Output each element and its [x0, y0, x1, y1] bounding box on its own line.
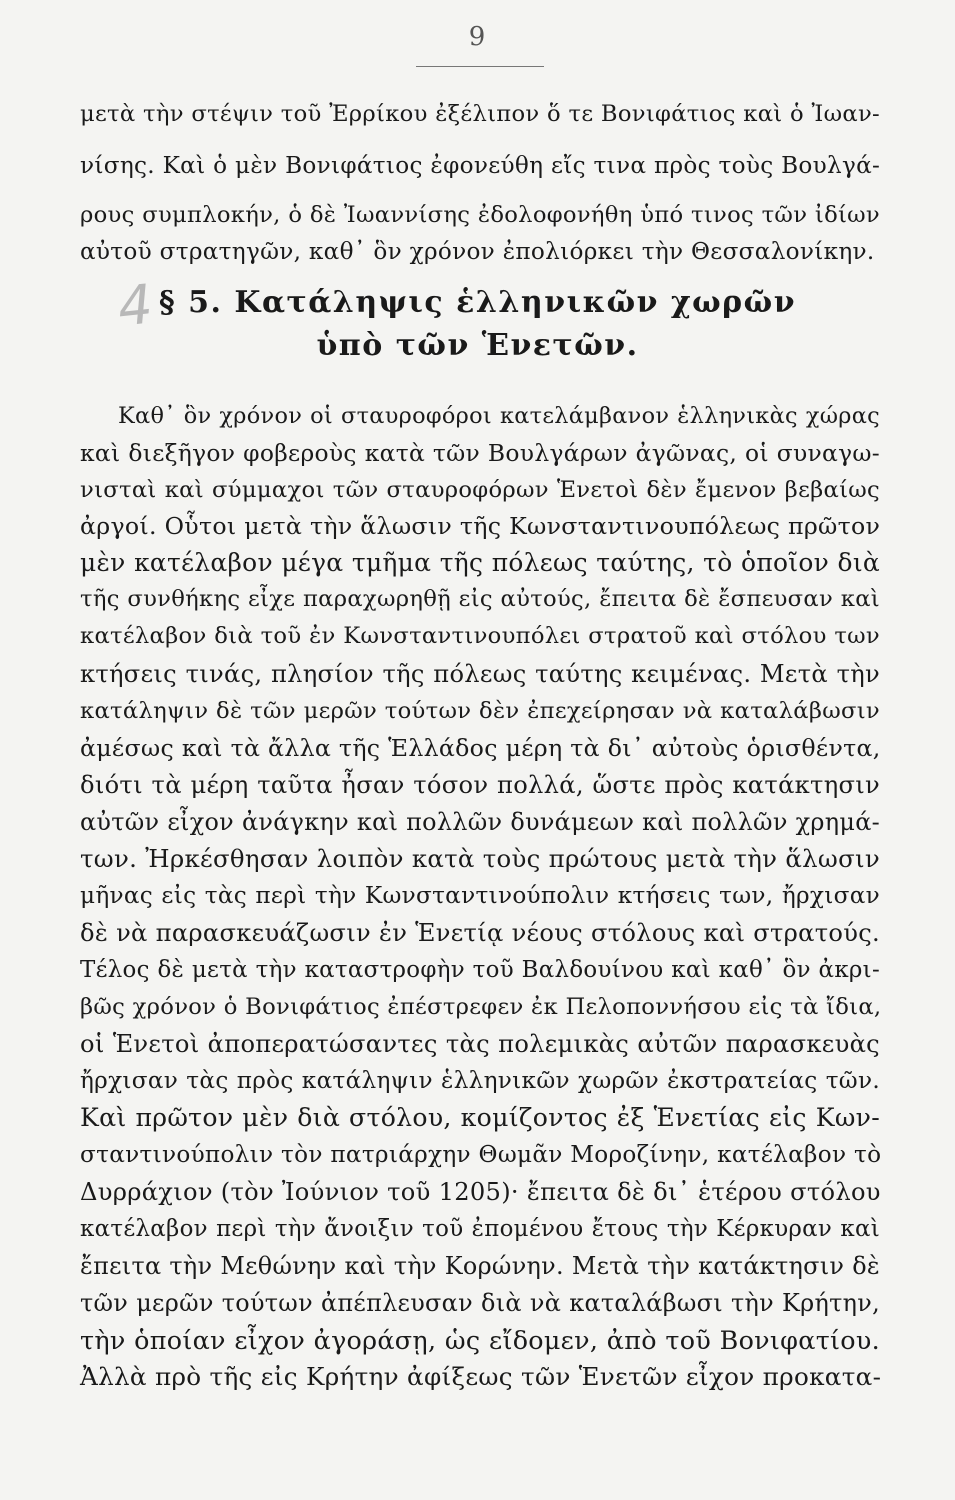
text-line: των. Ἠρκέσθησαν λοιπὸν κατὰ τοὺς πρώτους μετὰ τὴν ἅλωσιν	[80, 844, 881, 873]
text-line: Καὶ πρῶτον μὲν διὰ στόλου, κομίζοντος ἐξ Ἑνετίας εἰς Κων-	[80, 1103, 880, 1132]
text-line: μῆνας εἰς τὰς περὶ τὴν Κωνσταντινούπολιν κτήσεις των, ἤρχισαν	[80, 883, 880, 909]
text-line: Καθ᾽ ὃν χρόνον οἱ σταυροφόροι κατελάμβανον ἑλληνικὰς χώρας	[118, 403, 880, 429]
text-line: μὲν κατέλαβον μέγα τμῆμα τῆς πόλεως ταύτης, τὸ ὁποῖον διὰ	[80, 548, 880, 577]
text-line: ρους συμπλοκήν, ὁ δὲ Ἰωαννίσης ἐδολοφονήθη ὑπό τινος τῶν ἰδίων	[80, 202, 880, 228]
text-line: Ἀλλὰ πρὸ τῆς εἰς Κρήτην ἀφίξεως τῶν Ἑνετῶν εἶχον προκατα-	[80, 1362, 882, 1391]
text-line: αὐτῶν εἶχον ἀνάγκην καὶ πολλῶν δυνάμεων καὶ πολλῶν χρημά-	[80, 808, 880, 836]
text-line: τῆς συνθήκης εἶχε παραχωρηθῇ εἰς αὐτούς, ἔπειτα δὲ ἔσπευσαν καὶ	[80, 586, 880, 612]
text-line: τῶν μερῶν τούτων ἀπέπλευσαν διὰ νὰ καταλάβωσι τὴν Κρήτην,	[80, 1289, 880, 1317]
text-line: βῶς χρόνον ὁ Βονιφάτιος ἐπέστρεφεν ἐκ Πελοποννήσου εἰς τὰ ἴδια,	[80, 994, 882, 1020]
text-line: κατέλαβον διὰ τοῦ ἐν Κωνσταντινουπόλει στρατοῦ καὶ στόλου των	[80, 623, 880, 649]
text-line: τὴν ὁποίαν εἶχον ἀγοράσῃ, ὡς εἴδομεν, ἀπὸ τοῦ Βονιφατίου.	[80, 1325, 880, 1355]
section-heading-line-2: ὑπὸ τῶν Ἑνετῶν.	[316, 328, 639, 363]
text-line: αὐτοῦ στρατηγῶν, καθ᾽ ὃν χρόνον ἐπολιόρκει τὴν Θεσσαλονίκην.	[80, 239, 875, 265]
section-heading-line-1: § 5. Κατάληψις ἑλληνικῶν χωρῶν	[158, 285, 797, 320]
header-rule	[416, 66, 544, 67]
text-line: ἀργοί. Οὗτοι μετὰ τὴν ἅλωσιν τῆς Κωνσταντινουπόλεως πρῶτον	[80, 512, 881, 540]
text-line: μετὰ τὴν στέψιν τοῦ Ἐρρίκου ἐξέλιπον ὅ τε Βονιφάτιος καὶ ὁ Ἰωαν-	[80, 101, 880, 127]
handwritten-margin-note: 4	[114, 272, 156, 339]
text-line: διότι τὰ μέρη ταῦτα ἦσαν τόσον πολλά, ὥστε πρὸς κατάκτησιν	[80, 771, 880, 799]
text-line: οἱ Ἑνετοὶ ἀποπερατώσαντες τὰς πολεμικὰς αὐτῶν παρασκευὰς	[80, 1030, 880, 1058]
text-line: κατάληψιν δὲ τῶν μερῶν τούτων δὲν ἐπεχείρησαν νὰ καταλάβωσιν	[80, 698, 880, 724]
text-line: δὲ νὰ παρασκευάζωσιν ἐν Ἑνετίᾳ νέους στόλους καὶ στρατούς.	[80, 919, 880, 947]
text-line: νισταὶ καὶ σύμμαχοι τῶν σταυροφόρων Ἑνετοὶ δὲν ἔμενον βεβαίως	[80, 477, 880, 503]
text-line: καὶ διεξῆγον φοβεροὺς κατὰ τῶν Βουλγάρων ἀγῶνας, οἱ συναγω-	[80, 439, 880, 467]
text-line: ἀμέσως καὶ τὰ ἄλλα τῆς Ἑλλάδος μέρη τὰ δι᾽ αὐτοὺς ὁρισθέντα,	[80, 734, 881, 762]
text-line: Τέλος δὲ μετὰ τὴν καταστροφὴν τοῦ Βαλδουίνου καὶ καθ᾽ ὃν ἀκρι-	[80, 957, 880, 983]
text-line: σταντινούπολιν τὸν πατριάρχην Θωμᾶν Μοροζίνην, κατέλαβον τὸ	[80, 1142, 882, 1168]
page-number: 9	[468, 22, 487, 52]
text-line: νίσης. Καὶ ὁ μὲν Βονιφάτιος ἐφονεύθη εἴς τινα πρὸς τοὺς Βουλγά-	[80, 153, 881, 179]
text-line: ἔπειτα τὴν Μεθώνην καὶ τὴν Κορώνην. Μετὰ τὴν κατάκτησιν δὲ	[80, 1252, 880, 1280]
text-line: κατέλαβον περὶ τὴν ἄνοιξιν τοῦ ἐπομένου ἔτους τὴν Κέρκυραν καὶ	[80, 1216, 880, 1242]
text-line: Δυρράχιον (τὸν Ἰούνιον τοῦ 1205)· ἔπειτα δὲ δι᾽ ἑτέρου στόλου	[80, 1178, 881, 1206]
text-line: κτήσεις τινάς, πλησίον τῆς πόλεως ταύτης κειμένας. Μετὰ τὴν	[80, 660, 880, 688]
text-line: ἤρχισαν τὰς πρὸς κατάληψιν ἑλληνικῶν χωρῶν ἐκστρατείας τῶν.	[80, 1068, 880, 1094]
